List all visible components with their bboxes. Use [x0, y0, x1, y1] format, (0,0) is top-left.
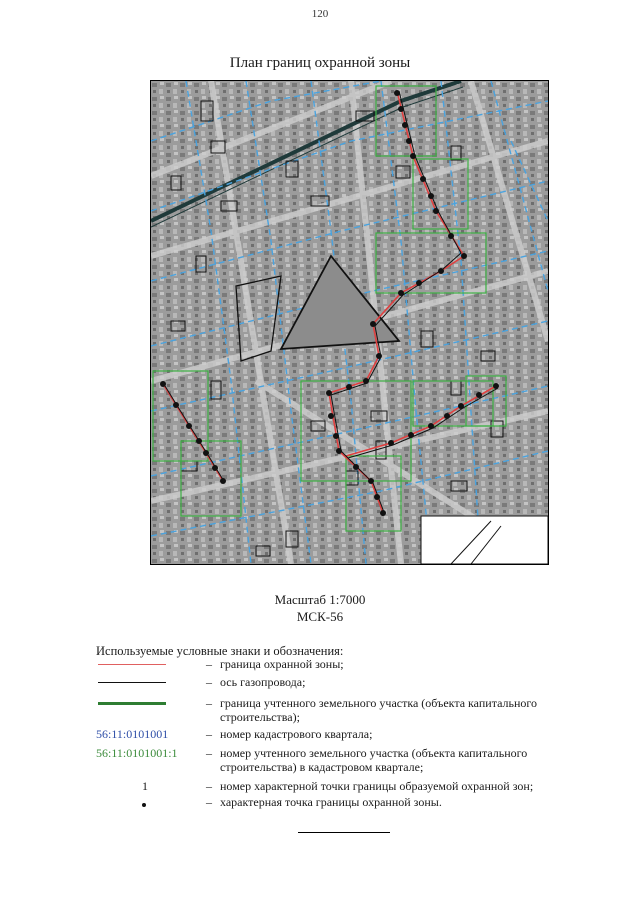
legend-symbol-green-line — [96, 696, 196, 710]
legend-text: номер характерной точки границы образуемой охранной зон; — [220, 779, 534, 793]
legend-dash: – — [206, 779, 212, 793]
legend-dash: – — [206, 657, 212, 671]
legend-symbol-green-label — [96, 746, 196, 760]
point-number-sample: 1 — [142, 779, 148, 793]
legend-symbol-blue-label — [96, 727, 196, 741]
legend-symbol-dot — [96, 795, 196, 809]
page-number: 120 — [311, 8, 329, 20]
legend-text: характерная точка границы охранной зоны. — [220, 795, 442, 809]
legend-dash: – — [206, 727, 212, 741]
parcel-number-sample: 56:11:0101001:1 — [96, 746, 178, 760]
map-image — [150, 80, 549, 565]
legend-dash: – — [206, 746, 212, 760]
legend-dash: – — [206, 696, 212, 710]
page-title: План границ охранной зоны — [229, 55, 411, 71]
legend-title: Используемые условные знаки и обозначения: — [96, 644, 344, 658]
legend-text: граница учтенного земельного участка (объекта капитального строительства); — [220, 696, 538, 724]
legend-text: граница охранной зоны; — [220, 657, 344, 671]
legend-text: номер кадастрового квартала; — [220, 727, 373, 741]
legend-dash: – — [206, 795, 212, 809]
legend-text: номер учтенного земельного участка (объекта капитального строительства) в кадастровом квартале; — [220, 746, 528, 774]
legend-symbol-black-line — [96, 675, 196, 689]
scale-ratio: Масштаб 1:7000 — [274, 592, 366, 607]
legend-symbol-number — [96, 779, 196, 793]
legend-symbol-red-line — [96, 657, 196, 671]
coordinate-system: МСК-56 — [296, 609, 344, 624]
cadastral-quarter-sample: 56:11:0101001 — [96, 727, 169, 741]
legend-dash: – — [206, 675, 212, 689]
dot-icon — [142, 803, 146, 807]
bottom-rule — [298, 832, 390, 833]
legend-text: ось газопровода; — [220, 675, 306, 689]
scale-block — [0, 591, 640, 625]
